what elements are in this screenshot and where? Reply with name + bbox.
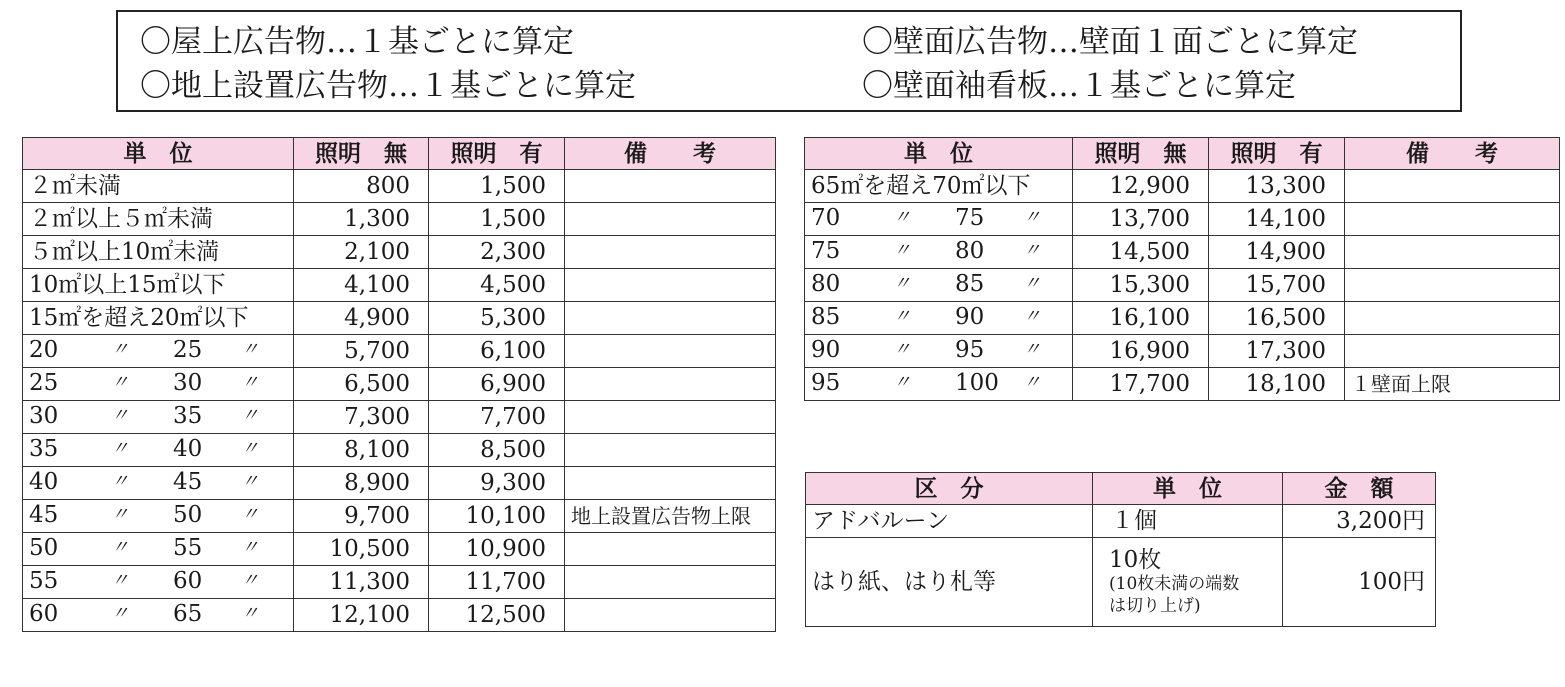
- no-light-fee: 9,700: [294, 500, 429, 533]
- remarks-cell: [565, 236, 776, 269]
- ditto-mark: 〃: [1023, 306, 1041, 327]
- ditto-mark: 〃: [241, 438, 259, 459]
- ditto-mark: 〃: [241, 537, 259, 558]
- no-light-fee: 5,700: [294, 335, 429, 368]
- unit-cell: [23, 500, 294, 533]
- no-light-fee: 8,100: [294, 434, 429, 467]
- no-light-fee: 15,300: [1073, 269, 1209, 302]
- remarks-cell: [565, 203, 776, 236]
- table-row: [23, 269, 776, 302]
- with-light-fee: 11,700: [429, 566, 565, 599]
- with-light-fee: 2,300: [429, 236, 565, 269]
- ditto-mark: 〃: [111, 570, 129, 591]
- table-row: [23, 203, 776, 236]
- no-light-fee: 4,900: [294, 302, 429, 335]
- remarks-cell: [565, 434, 776, 467]
- with-light-fee: 16,500: [1209, 302, 1345, 335]
- range-from: 70: [811, 205, 841, 231]
- remarks-cell: [1345, 269, 1560, 302]
- range-to: 25: [173, 337, 203, 363]
- remarks-cell: [565, 170, 776, 203]
- with-light-fee: 6,100: [429, 335, 565, 368]
- table-row: [805, 203, 1560, 236]
- ditto-mark: 〃: [111, 504, 129, 525]
- ditto-mark: 〃: [111, 471, 129, 492]
- table-row: [806, 505, 1436, 538]
- no-light-fee: 11,300: [294, 566, 429, 599]
- category-cell: アドバルーン: [806, 505, 1093, 538]
- ditto-mark: 〃: [1023, 372, 1041, 393]
- range-from: 45: [29, 502, 59, 528]
- remarks-cell: [1345, 302, 1560, 335]
- remarks-cell: [565, 467, 776, 500]
- ditto-mark: 〃: [1023, 207, 1041, 228]
- table-row: [806, 538, 1436, 627]
- range-to: 40: [173, 436, 203, 462]
- header-remarks: 備 考: [1345, 138, 1560, 170]
- no-light-fee: 13,700: [1073, 203, 1209, 236]
- range-from: 90: [811, 337, 841, 363]
- unit-cell: [23, 467, 294, 500]
- no-light-fee: 17,700: [1073, 368, 1209, 401]
- header-remarks: 備 考: [565, 138, 776, 170]
- range-from: 95: [811, 370, 841, 396]
- unit-cell: [23, 533, 294, 566]
- header-no-light: 照明 無: [294, 138, 429, 170]
- no-light-fee: 800: [294, 170, 429, 203]
- ditto-mark: 〃: [241, 339, 259, 360]
- with-light-fee: 14,900: [1209, 236, 1345, 269]
- with-light-fee: 4,500: [429, 269, 565, 302]
- fee-table-right: [804, 137, 1560, 401]
- unit-cell: １個: [1093, 505, 1283, 538]
- ditto-mark: 〃: [111, 372, 129, 393]
- unit-note: (10枚未満の端数は切り上げ): [1109, 574, 1240, 616]
- amount-cell: 100円: [1283, 538, 1436, 627]
- no-light-fee: 14,500: [1073, 236, 1209, 269]
- table-row: [23, 302, 776, 335]
- range-from: 35: [29, 436, 59, 462]
- table-row: [23, 335, 776, 368]
- header-with-light: 照明 有: [1209, 138, 1345, 170]
- range-to: 45: [173, 469, 203, 495]
- range-to: 80: [955, 238, 985, 264]
- ditto-mark: 〃: [893, 273, 911, 294]
- range-from: 25: [29, 370, 59, 396]
- unit-cell: [805, 236, 1073, 269]
- header-with-light: 照明 有: [429, 138, 565, 170]
- no-light-fee: 1,300: [294, 203, 429, 236]
- ditto-mark: 〃: [893, 240, 911, 261]
- rule-ground: 〇地上設置広告物…１基ごとに算定: [140, 68, 636, 104]
- table-row: [23, 599, 776, 632]
- remarks-cell: [565, 302, 776, 335]
- unit-cell: [23, 401, 294, 434]
- unit-cell: ２㎡以上５㎡未満: [23, 203, 294, 236]
- table-row: [23, 170, 776, 203]
- remarks-cell: [565, 335, 776, 368]
- range-from: 60: [29, 601, 59, 627]
- unit-cell: [805, 368, 1073, 401]
- ditto-mark: 〃: [111, 405, 129, 426]
- unit-cell: ５㎡以上10㎡未満: [23, 236, 294, 269]
- range-from: 80: [811, 271, 841, 297]
- remarks-cell: [565, 269, 776, 302]
- ditto-mark: 〃: [1023, 240, 1041, 261]
- amount-cell: 3,200円: [1283, 505, 1436, 538]
- no-light-fee: 12,900: [1073, 170, 1209, 203]
- remarks-cell: [1345, 203, 1560, 236]
- table-row: [805, 368, 1560, 401]
- ditto-mark: 〃: [241, 372, 259, 393]
- with-light-fee: 13,300: [1209, 170, 1345, 203]
- unit-cell: 65㎡を超え70㎡以下: [805, 170, 1073, 203]
- unit-cell: [805, 203, 1073, 236]
- unit-cell: [23, 566, 294, 599]
- table-row: [23, 500, 776, 533]
- rule-wall-sign: 〇壁面袖看板…１基ごとに算定: [862, 68, 1296, 104]
- table-row: [23, 533, 776, 566]
- range-from: 85: [811, 304, 841, 330]
- unit-cell: [23, 368, 294, 401]
- with-light-fee: 7,700: [429, 401, 565, 434]
- no-light-fee: 12,100: [294, 599, 429, 632]
- range-from: 40: [29, 469, 59, 495]
- ditto-mark: 〃: [241, 471, 259, 492]
- table-header-row: [23, 138, 776, 170]
- no-light-fee: 7,300: [294, 401, 429, 434]
- ditto-mark: 〃: [241, 570, 259, 591]
- range-from: 55: [29, 568, 59, 594]
- remarks-cell: [1345, 236, 1560, 269]
- with-light-fee: 15,700: [1209, 269, 1345, 302]
- remarks-cell: １壁面上限: [1345, 368, 1560, 401]
- calculation-rules-box: [116, 10, 1462, 112]
- ditto-mark: 〃: [241, 504, 259, 525]
- table-header-row: [806, 473, 1436, 505]
- rule-rooftop: 〇屋上広告物…１基ごとに算定: [140, 24, 574, 60]
- with-light-fee: 12,500: [429, 599, 565, 632]
- unit-cell: 15㎡を超え20㎡以下: [23, 302, 294, 335]
- header-amount: 金 額: [1283, 473, 1436, 505]
- table-row: [23, 434, 776, 467]
- unit-value: 10枚: [1109, 547, 1162, 573]
- with-light-fee: 9,300: [429, 467, 565, 500]
- unit-cell: [23, 434, 294, 467]
- no-light-fee: 4,100: [294, 269, 429, 302]
- table-row: [23, 236, 776, 269]
- range-from: 75: [811, 238, 841, 264]
- table-row: [23, 368, 776, 401]
- with-light-fee: 10,900: [429, 533, 565, 566]
- table-row: [805, 269, 1560, 302]
- table-row: [23, 467, 776, 500]
- range-to: 95: [955, 337, 985, 363]
- with-light-fee: 5,300: [429, 302, 565, 335]
- ditto-mark: 〃: [893, 339, 911, 360]
- remarks-cell: [565, 401, 776, 434]
- range-to: 50: [173, 502, 203, 528]
- table-row: [805, 335, 1560, 368]
- range-to: 75: [955, 205, 985, 231]
- range-from: 30: [29, 403, 59, 429]
- category-cell: はり紙、はり札等: [806, 538, 1093, 627]
- header-unit: 単 位: [805, 138, 1073, 170]
- fee-table-left: [22, 137, 776, 632]
- with-light-fee: 14,100: [1209, 203, 1345, 236]
- remarks-cell: [1345, 335, 1560, 368]
- ditto-mark: 〃: [1023, 273, 1041, 294]
- header-unit: 単 位: [1093, 473, 1283, 505]
- unit-cell: 10㎡以上15㎡以下: [23, 269, 294, 302]
- range-from: 20: [29, 337, 59, 363]
- unit-cell: [1093, 538, 1283, 627]
- table-row: [805, 236, 1560, 269]
- ditto-mark: 〃: [893, 372, 911, 393]
- range-from: 50: [29, 535, 59, 561]
- ditto-mark: 〃: [241, 405, 259, 426]
- no-light-fee: 16,900: [1073, 335, 1209, 368]
- table-row: [23, 401, 776, 434]
- ditto-mark: 〃: [111, 438, 129, 459]
- range-to: 100: [955, 370, 999, 396]
- no-light-fee: 16,100: [1073, 302, 1209, 335]
- remarks-cell: [1345, 170, 1560, 203]
- with-light-fee: 6,900: [429, 368, 565, 401]
- table-row: [805, 302, 1560, 335]
- unit-cell: [23, 335, 294, 368]
- with-light-fee: 18,100: [1209, 368, 1345, 401]
- header-unit: 単 位: [23, 138, 294, 170]
- ditto-mark: 〃: [893, 207, 911, 228]
- remarks-cell: 地上設置広告物上限: [565, 500, 776, 533]
- unit-cell: ２㎡未満: [23, 170, 294, 203]
- ditto-mark: 〃: [111, 603, 129, 624]
- no-light-fee: 10,500: [294, 533, 429, 566]
- remarks-cell: [565, 368, 776, 401]
- unit-cell: [23, 599, 294, 632]
- range-to: 90: [955, 304, 985, 330]
- header-category: 区 分: [806, 473, 1093, 505]
- ditto-mark: 〃: [111, 537, 129, 558]
- range-to: 35: [173, 403, 203, 429]
- range-to: 55: [173, 535, 203, 561]
- remarks-cell: [565, 599, 776, 632]
- other-fees-table: [805, 472, 1436, 627]
- ditto-mark: 〃: [1023, 339, 1041, 360]
- rule-wall: 〇壁面広告物…壁面１面ごとに算定: [862, 24, 1358, 60]
- range-to: 60: [173, 568, 203, 594]
- no-light-fee: 8,900: [294, 467, 429, 500]
- remarks-cell: [565, 533, 776, 566]
- range-to: 30: [173, 370, 203, 396]
- ditto-mark: 〃: [893, 306, 911, 327]
- range-to: 65: [173, 601, 203, 627]
- with-light-fee: 8,500: [429, 434, 565, 467]
- ditto-mark: 〃: [241, 603, 259, 624]
- remarks-cell: [565, 566, 776, 599]
- table-row: [23, 566, 776, 599]
- with-light-fee: 10,100: [429, 500, 565, 533]
- range-to: 85: [955, 271, 985, 297]
- with-light-fee: 1,500: [429, 170, 565, 203]
- unit-cell: [805, 269, 1073, 302]
- no-light-fee: 2,100: [294, 236, 429, 269]
- no-light-fee: 6,500: [294, 368, 429, 401]
- table-row: [805, 170, 1560, 203]
- header-no-light: 照明 無: [1073, 138, 1209, 170]
- unit-cell: [805, 335, 1073, 368]
- ditto-mark: 〃: [111, 339, 129, 360]
- table-header-row: [805, 138, 1560, 170]
- with-light-fee: 1,500: [429, 203, 565, 236]
- unit-cell: [805, 302, 1073, 335]
- with-light-fee: 17,300: [1209, 335, 1345, 368]
